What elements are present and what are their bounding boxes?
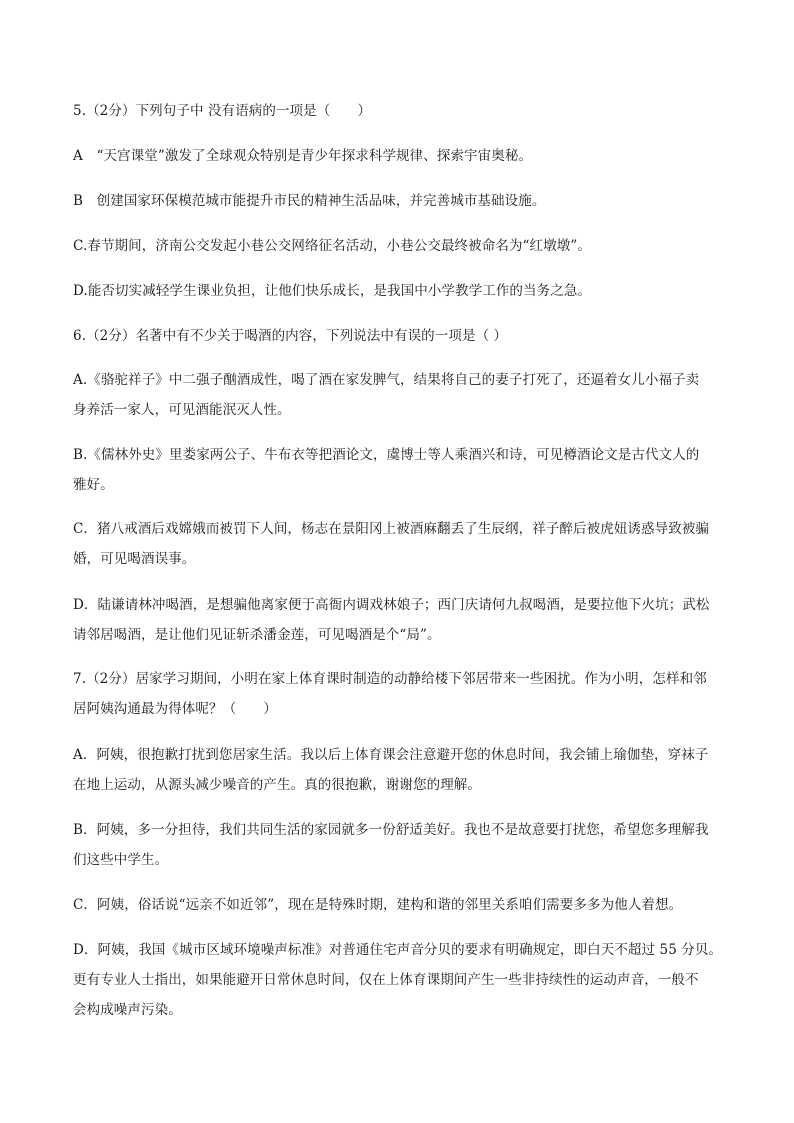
question-5-option-a: A “天宫课堂”激发了全球观众特别是青少年探求科学规律、探索宇宙奥秘。 [73, 148, 533, 164]
question-7-stem-line-1: 7.（2分）居家学习期间，小明在家上体育课时制造的动静给楼下邻居带来一些困扰。作为小明，怎样和邻 [73, 671, 707, 687]
question-5-option-d: D.能否切实减轻学生课业负担，让他们快乐成长，是我国中小学教学工作的当务之急。 [73, 283, 592, 299]
question-7-option-a-line-1: A．阿姨，很抱歉打扰到您居家生活。我以后上体育课会注意避开您的休息时间，我会铺上瑜伽垫，穿袜子 [73, 747, 709, 763]
question-7-option-d-line-1: D．阿姨，我国《城市区域环境噪声标准》对普通住宅声音分贝的要求有明确规定，即白天不超过 55 分贝。 [73, 942, 723, 958]
question-6-option-d-line-1: D．陆谦请林冲喝酒，是想骗他离家便于高衙内调戏林娘子；西门庆请何九叔喝酒，是要拉他下火坑；武松 [73, 597, 710, 613]
question-7-option-b-line-1: B．阿姨，多一分担待，我们共同生活的家园就多一份舒适美好。我也不是故意要打扰您，希望您多理解我 [73, 822, 709, 838]
question-7-option-b-line-2: 们这些中学生。 [73, 852, 169, 868]
question-6-option-a-line-1: A.《骆驼祥子》中二强子酗酒成性，喝了酒在家发脾气，结果将自己的妻子打死了，还逼着女儿小福子卖 [73, 372, 700, 388]
question-5-stem: 5.（2分）下列句子中 没有语病的一项是（ ） [73, 103, 372, 119]
question-6-option-d-line-2: 请邻居喝酒，是让他们见证斩杀潘金莲，可见喝酒是个“局”。 [73, 627, 441, 643]
question-6-option-b-line-1: B.《儒林外史》里娄家两公子、牛布衣等把酒论文，虞博士等人乘酒兴和诗，可见樽酒论文是古代文人的 [73, 447, 700, 463]
question-7-option-d-line-3: 会构成噪声污染。 [73, 1002, 182, 1018]
question-6-option-b-line-2: 雅好。 [73, 477, 114, 493]
question-7-stem-line-2: 居阿姨沟通最为得体呢？（ ） [73, 701, 277, 717]
question-5-option-c: C.春节期间，济南公交发起小巷公交网络征名活动，小巷公交最终被命名为“红墩墩”。 [73, 238, 591, 254]
question-7-option-d-line-2: 更有专业人士指出，如果能避开日常休息时间，仅在上体育课期间产生一些非持续性的运动声音，一般不 [73, 972, 699, 988]
question-6-option-a-line-2: 身养活一家人，可见酒能泯灭人性。 [73, 402, 291, 418]
question-7-option-c: C．阿姨，俗话说“远亲不如近邻”，现在是特殊时期，建构和谐的邻里关系咱们需要多多为他人着想。 [73, 897, 683, 913]
question-7-option-a-line-2: 在地上运动，从源头减少噪音的产生。真的很抱歉，谢谢您的理解。 [73, 777, 481, 793]
question-6-stem: 6.（2分）名著中有不少关于喝酒的内容，下列说法中有误的一项是（ ） [73, 328, 508, 344]
question-6-option-c-line-2: 婚，可见喝酒误事。 [73, 551, 196, 567]
question-6-option-c-line-1: C．猪八戒酒后戏嫦娥而被罚下人间，杨志在景阳冈上被酒麻翻丢了生辰纲，祥子醉后被虎妞诱惑导致被骗 [73, 521, 710, 537]
question-5-option-b: B 创建国家环保模范城市能提升市民的精神生活品味，并完善城市基础设施。 [73, 193, 546, 209]
